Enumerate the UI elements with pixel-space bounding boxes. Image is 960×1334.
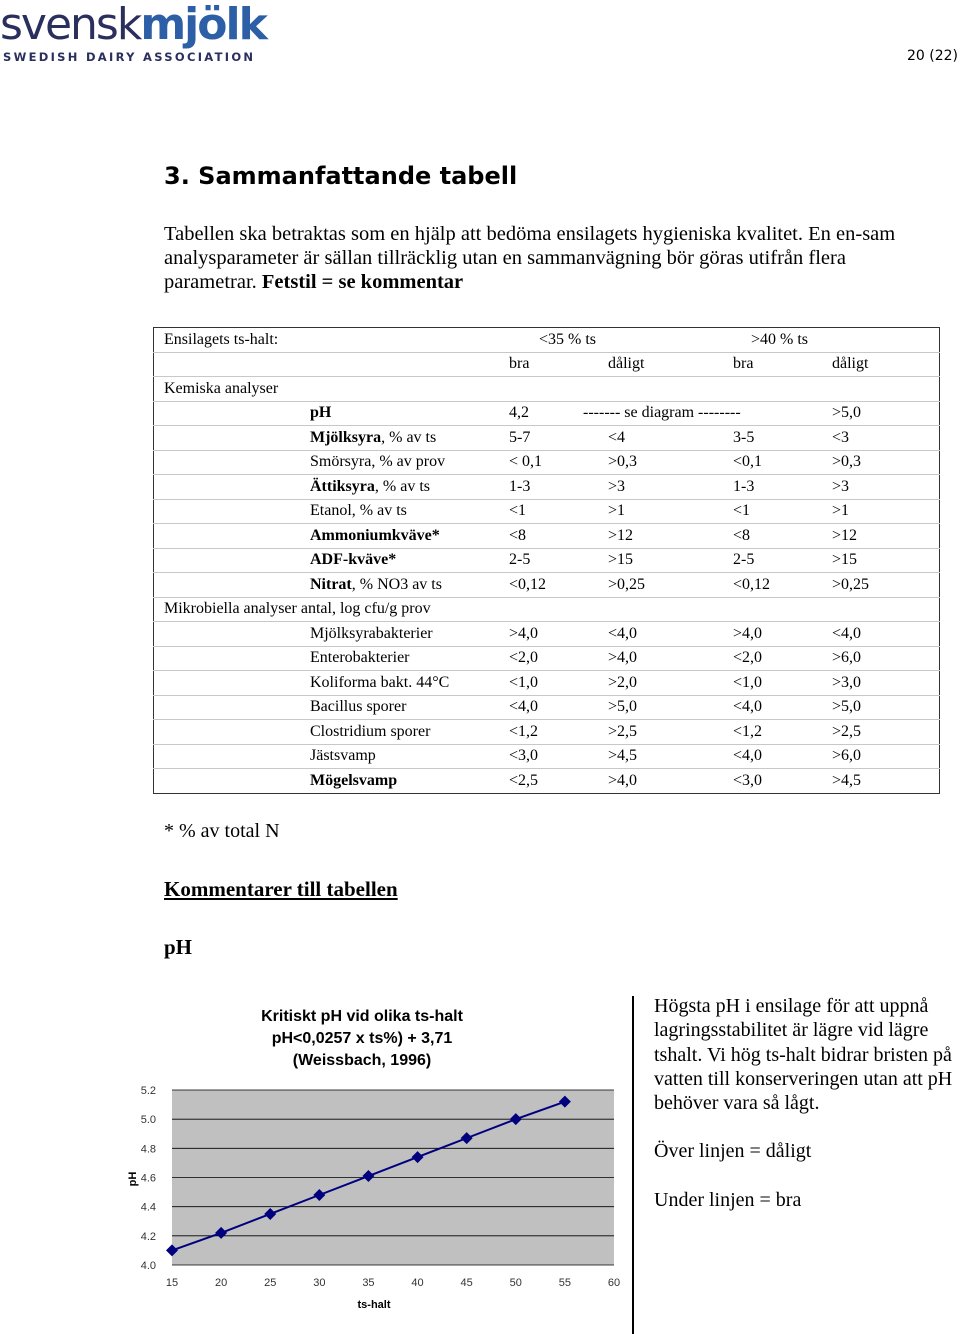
ts-header-row [154, 328, 940, 353]
value-cell: >2,5 [608, 720, 733, 745]
x-tick-label: 20 [214, 1277, 228, 1289]
value-cell: 1-3 [733, 475, 832, 500]
x-tick-label: 25 [264, 1277, 277, 1289]
table-row [154, 671, 940, 696]
empty-cell [154, 450, 311, 475]
table-row [154, 646, 940, 671]
section-row-mikro [154, 597, 940, 622]
intro-text: Tabellen ska betraktas som en hjälp att bedöma ensilagets hygieniska kvalitet. En en-sam analysparameter är sällan tillräcklig utan en sammanvägning bör göras utifrån flera parametrar. [164, 223, 896, 293]
empty-cell [154, 352, 311, 377]
value-cell: <4,0 [608, 622, 733, 647]
value-cell: <1,2 [509, 720, 608, 745]
y-tick-label: 4.4 [140, 1201, 156, 1214]
x-tick-label: 30 [313, 1277, 326, 1289]
y-tick-label: 4.2 [140, 1230, 156, 1243]
table-row-ph [154, 401, 940, 426]
param-name [310, 744, 509, 769]
y-tick-labels [141, 1085, 156, 1272]
param-label: Nitrat [310, 575, 352, 593]
empty-cell [154, 524, 311, 549]
footnote: * % av total N [164, 820, 280, 842]
value-cell: >6,0 [832, 646, 940, 671]
section-title: 3. Sammanfattande tabell [164, 162, 518, 190]
value-cell: 2-5 [509, 548, 608, 573]
ph-heading: pH [164, 935, 193, 959]
param-label: Jästsvamp [310, 747, 376, 765]
logo-tagline: SWEDISH DAIRY ASSOCIATION [3, 50, 256, 64]
value-cell: <8 [733, 524, 832, 549]
x-tick-label: 60 [607, 1277, 621, 1289]
ts-high-label: >40 % ts [733, 328, 940, 353]
logo-part1: svensk [0, 0, 141, 50]
value-cell: <4 [608, 426, 733, 451]
value-cell: >0,25 [608, 573, 733, 598]
empty-cell [154, 769, 311, 794]
table-row [154, 499, 940, 524]
value-cell: <3 [832, 426, 940, 451]
x-tick-labels [166, 1277, 620, 1289]
param-label: Koliforma bakt. 44°C [310, 673, 450, 691]
table-row [154, 450, 940, 475]
param-name [310, 671, 509, 696]
value-cell: <1,0 [733, 671, 832, 696]
empty-cell [154, 548, 311, 573]
section-label-mikro: Mikrobiella analyser antal, log cfu/g prov [154, 597, 940, 622]
col-daligt-1: dåligt [608, 352, 733, 377]
param-name: pH [310, 401, 509, 426]
value-cell: >12 [608, 524, 733, 549]
intro-paragraph [164, 222, 934, 294]
param-label: Etanol, % av ts [310, 502, 407, 520]
param-label: Ammoniumkväve* [310, 526, 440, 544]
value-cell: 3-5 [733, 426, 832, 451]
value-cell: >6,0 [832, 744, 940, 769]
empty-cell [154, 744, 311, 769]
param-label: Enterobakterier [310, 649, 410, 667]
param-name [310, 646, 509, 671]
x-axis-label: ts-halt [357, 1299, 391, 1311]
value-cell: 4,2 [509, 401, 608, 426]
page-number: 20 (22) [906, 48, 958, 64]
table-row [154, 622, 940, 647]
table-row [154, 573, 940, 598]
param-label: Mjölksyrabakterier [310, 624, 433, 642]
value-cell: >12 [832, 524, 940, 549]
param-label: Mögelsvamp [310, 771, 398, 789]
param-name [310, 622, 509, 647]
value-cell: >4,0 [733, 622, 832, 647]
empty-cell [154, 401, 311, 426]
param-label: Bacillus sporer [310, 698, 407, 716]
table-row [154, 524, 940, 549]
above-line-note: Över linjen = dåligt [654, 1140, 812, 1163]
col-bra-1: bra [509, 352, 608, 377]
empty-cell [154, 646, 311, 671]
y-tick-label: 5.2 [140, 1085, 156, 1097]
x-tick-label: 35 [362, 1277, 375, 1289]
empty-cell [310, 352, 509, 377]
empty-cell [154, 475, 311, 500]
param-unit: , % NO3 av ts [351, 575, 442, 593]
table-row [154, 548, 940, 573]
quality-header-row [154, 352, 940, 377]
summary-table [153, 327, 940, 794]
value-cell: >0,3 [832, 450, 940, 475]
param-name [310, 426, 509, 451]
value-cell: <3,0 [509, 744, 608, 769]
x-tick-label: 40 [411, 1277, 424, 1289]
value-cell: >3,0 [832, 671, 940, 696]
value-cell: <1,2 [733, 720, 832, 745]
chart-title-line1: Kritiskt pH vid olika ts-halt [261, 1008, 463, 1025]
value-cell: <4,0 [733, 744, 832, 769]
param-name [310, 573, 509, 598]
param-name [310, 548, 509, 573]
se-diagram-text: ------- se diagram -------- [583, 404, 741, 422]
value-cell: <1 [733, 499, 832, 524]
value-cell: >0,3 [608, 450, 733, 475]
divider-line [632, 996, 634, 1334]
value-cell: <1,0 [509, 671, 608, 696]
value-cell: <4,0 [509, 695, 608, 720]
param-name [310, 499, 509, 524]
chart-title-line3: (Weissbach, 1996) [292, 1052, 432, 1069]
value-cell: >5,0 [832, 401, 940, 426]
param-label: Clostridium sporer [310, 722, 431, 740]
value-cell: <2,5 [509, 771, 539, 789]
empty-cell [154, 720, 311, 745]
param-name [310, 769, 509, 794]
empty-cell [154, 695, 311, 720]
param-name [310, 720, 509, 745]
value-cell: >2,5 [832, 720, 940, 745]
param-label: Smörsyra, % av prov [310, 453, 446, 471]
value-cell: >0,25 [832, 573, 940, 598]
value-cell: <0,12 [509, 573, 608, 598]
explanation-paragraph: Högsta pH i ensilage för att uppnå lagringsstabilitet är lägre vid lägre tshalt. Vi hög ts-halt bidrar bristen på vatten till konserveringen utan att pH behöver vara så lågt. [654, 995, 953, 1115]
y-tick-label: 4.6 [140, 1172, 156, 1185]
value-cell: >4,0 [509, 622, 608, 647]
value-cell: 5-7 [509, 426, 608, 451]
x-tick-label: 50 [509, 1277, 522, 1289]
empty-cell [154, 426, 311, 451]
x-tick-label: 45 [460, 1277, 473, 1289]
y-axis-label: pH [127, 1171, 139, 1187]
value-cell: 1-3 [509, 475, 608, 500]
value-cell: <0,1 [733, 450, 832, 475]
empty-cell [154, 622, 311, 647]
y-tick-label: 4.8 [140, 1143, 156, 1156]
value-cell: >15 [832, 548, 940, 573]
table-row [154, 475, 940, 500]
intro-bold-note: Fetstil = se kommentar [261, 271, 464, 293]
param-label: ADF-kväve* [310, 551, 397, 569]
value-cell: <0,12 [733, 573, 832, 598]
value-cell: >5,0 [608, 695, 733, 720]
table-row [154, 720, 940, 745]
value-cell: >2,0 [608, 671, 733, 696]
value-cell: <4,0 [733, 695, 832, 720]
chart-explanation [654, 994, 954, 1212]
param-name [310, 695, 509, 720]
value-cell: >3 [832, 475, 940, 500]
table-row [154, 744, 940, 769]
svenskmjolk-logo [0, 2, 266, 64]
x-tick-label: 55 [558, 1277, 572, 1289]
chart-title-line2: pH<0,0257 x ts%) + 3,71 [271, 1030, 453, 1047]
value-cell: >3 [608, 475, 733, 500]
param-unit: , % av ts [374, 477, 430, 495]
logo-wordmark [0, 2, 266, 48]
param-label: Mjölksyra [310, 428, 382, 446]
value-cell: >5,0 [832, 695, 940, 720]
value-cell: <1 [509, 499, 608, 524]
value-cell: <3,0 [733, 771, 763, 789]
value-cell: < 0,1 [509, 450, 608, 475]
param-unit: , % av ts [381, 428, 437, 446]
x-tick-label: 15 [165, 1277, 179, 1289]
ts-low-label: <35 % ts [509, 328, 733, 353]
se-diagram-cell [583, 401, 832, 426]
empty-cell [154, 671, 311, 696]
empty-cell [154, 499, 311, 524]
param-name [310, 450, 509, 475]
value-cell: <2,0 [733, 646, 832, 671]
value-cell: >4,0 [608, 646, 733, 671]
table-row [154, 695, 940, 720]
section-row-kemiska [154, 377, 940, 402]
y-tick-label: 5.0 [140, 1114, 156, 1127]
ph-chart [112, 996, 622, 1326]
ts-label: Ensilagets ts-halt: [154, 328, 510, 353]
param-name [310, 524, 509, 549]
value-cell: >1 [832, 499, 940, 524]
logo-part2: mjölk [140, 0, 266, 50]
value-cell: <2,0 [509, 646, 608, 671]
value-cell: <8 [509, 524, 608, 549]
col-bra-2: bra [733, 352, 832, 377]
value-cell: >1 [608, 499, 733, 524]
value-cell: 2-5 [733, 548, 832, 573]
value-cell: >4,5 [832, 771, 862, 789]
empty-cell [154, 573, 311, 598]
comments-heading: Kommentarer till tabellen [164, 877, 398, 901]
below-line-note: Under linjen = bra [654, 1188, 802, 1211]
param-label: Ättiksyra [310, 477, 375, 495]
value-cell: >15 [608, 548, 733, 573]
value-cell: <4,0 [832, 622, 940, 647]
table-row [154, 769, 940, 794]
y-tick-label: 4.0 [140, 1260, 156, 1272]
param-name [310, 475, 509, 500]
value-cell: >4,5 [608, 744, 733, 769]
section-label-kemiska: Kemiska analyser [154, 377, 940, 402]
col-daligt-2: dåligt [832, 352, 940, 377]
table-row [154, 426, 940, 451]
value-cell: >4,0 [608, 771, 638, 789]
